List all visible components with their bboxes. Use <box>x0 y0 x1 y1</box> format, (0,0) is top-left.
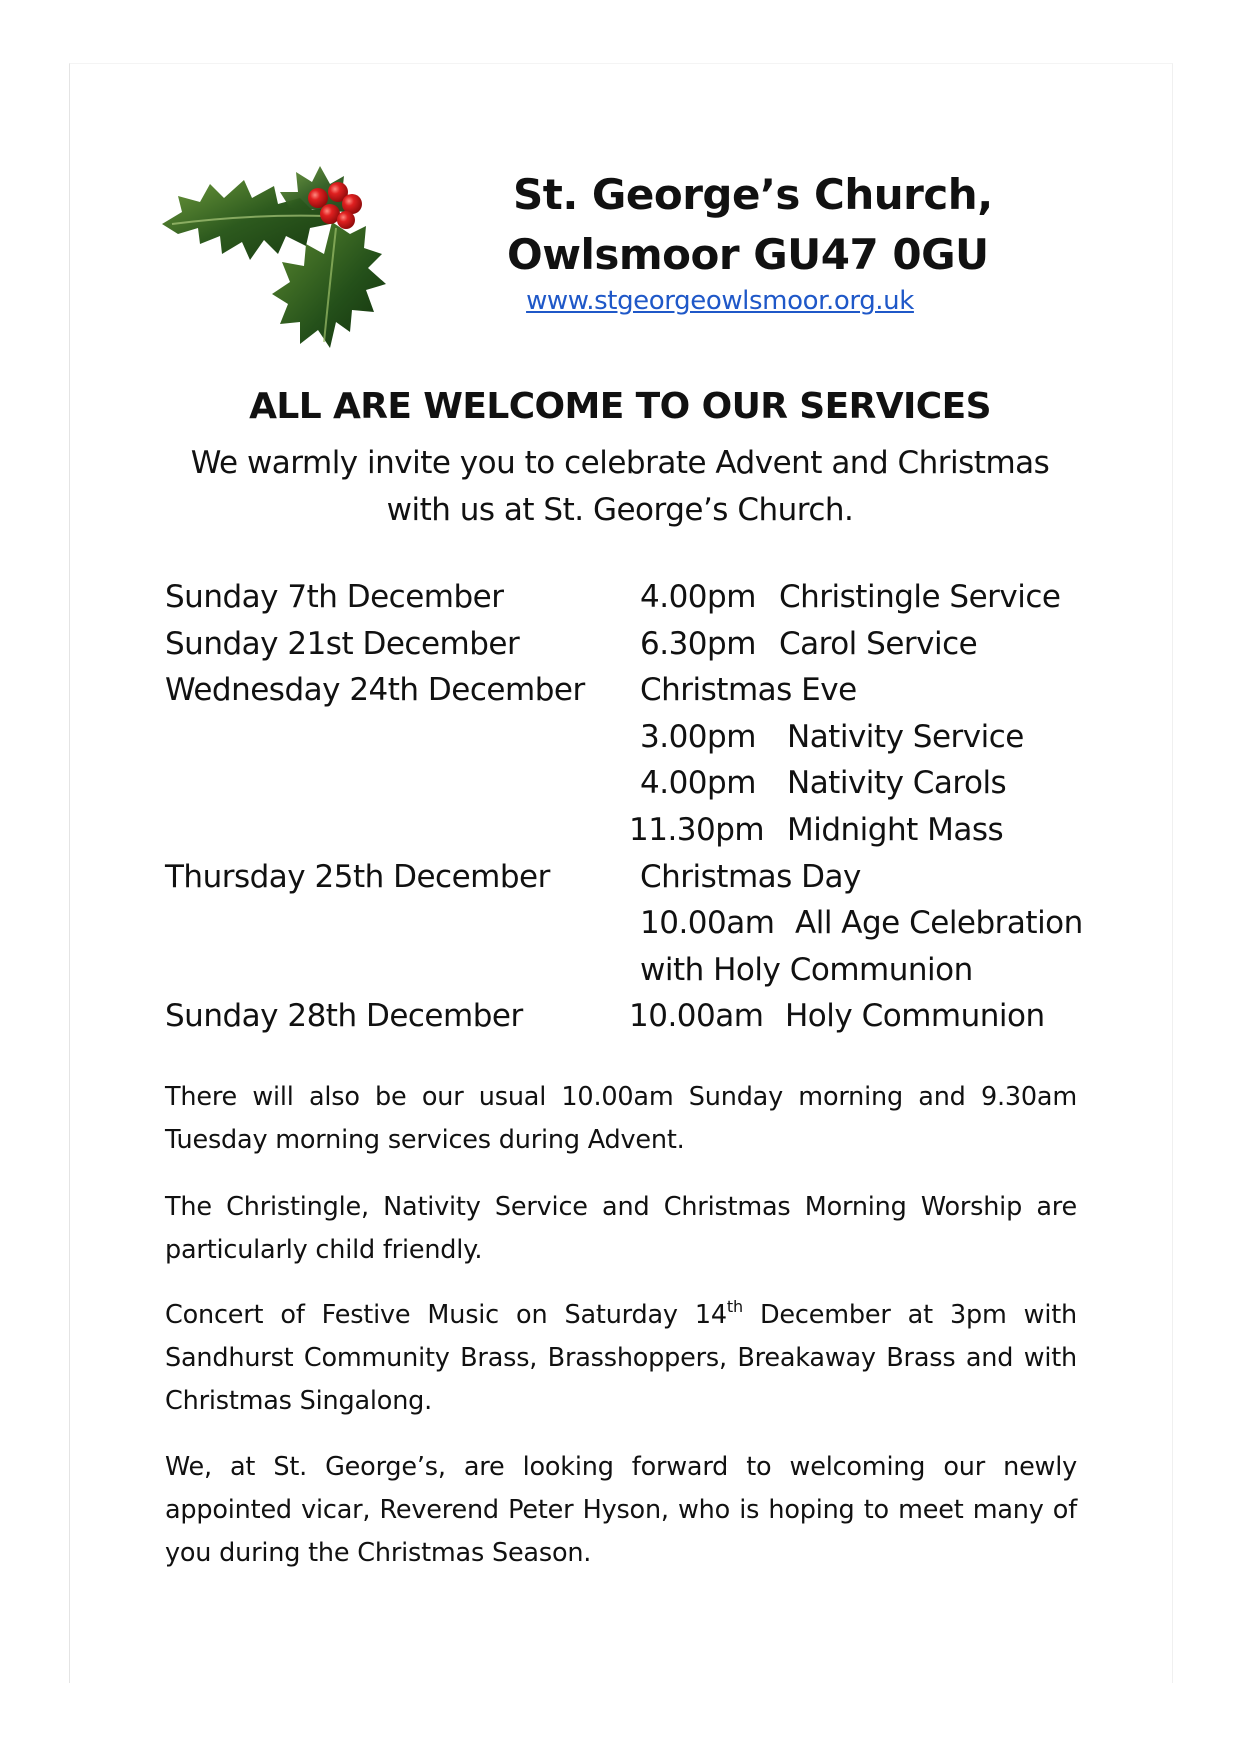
schedule-row <box>165 947 1085 994</box>
concert-paragraph <box>165 1294 1077 1423</box>
schedule-event: Nativity Service <box>787 718 1024 755</box>
schedule-row <box>165 714 1085 761</box>
schedule-event: Christmas Eve <box>640 672 857 709</box>
schedule-date: Wednesday 24th December <box>165 672 585 709</box>
schedule-event: Carol Service <box>779 625 978 662</box>
schedule-event: Christingle Service <box>779 579 1061 615</box>
schedule-date: Sunday 21st December <box>165 625 520 662</box>
invite-text <box>160 440 1080 534</box>
holly-icon <box>160 162 410 372</box>
concert-text-a: Concert of Festive Music on Saturday 14 <box>165 1300 727 1330</box>
schedule-event: Christmas Day <box>640 858 861 895</box>
schedule-row <box>165 993 1085 1040</box>
schedule-row <box>165 574 1085 621</box>
schedule-time: 10.00am <box>640 905 775 942</box>
church-name-line1: St. George’s Church, <box>513 170 993 219</box>
ordinal-suffix: th <box>726 1297 743 1316</box>
invite-line2: with us at St. George’s Church. <box>386 492 854 528</box>
child-friendly-paragraph: The Christingle, Nativity Service and Christmas Morning Worship are particularly child friendly. <box>165 1192 1077 1265</box>
schedule-date: Sunday 7th December <box>165 579 504 615</box>
schedule-time: 4.00pm <box>640 765 756 802</box>
schedule-time: 11.30pm <box>629 811 765 848</box>
schedule-event: Midnight Mass <box>787 811 1004 848</box>
usual-services-paragraph: There will also be our usual 10.00am Sunday morning and 9.30am Tuesday morning services during Advent. <box>165 1082 1077 1155</box>
schedule-time: 10.00am <box>629 998 764 1035</box>
service-schedule <box>165 574 1085 1040</box>
church-title <box>480 165 1040 285</box>
church-address-line2: Owlsmoor GU47 0GU <box>507 230 989 279</box>
schedule-row <box>165 807 1085 854</box>
schedule-event: Nativity Carols <box>787 765 1007 802</box>
schedule-row <box>165 621 1085 668</box>
schedule-row <box>165 854 1085 901</box>
schedule-date: Thursday 25th December <box>165 858 550 895</box>
vicar-paragraph: We, at St. George’s, are looking forward to welcoming our newly appointed vicar, Reverend Peter Hyson, who is hoping to meet many of you during the Christmas Season. <box>165 1452 1077 1568</box>
schedule-time: 6.30pm <box>640 625 756 662</box>
schedule-row <box>165 900 1085 947</box>
concert-text-b: December at 3pm with Sandhurst Community Brass, Brasshoppers, Breakaway Brass and with Christmas Singalong. <box>165 1300 1077 1416</box>
schedule-time: 3.00pm <box>640 718 756 755</box>
schedule-row <box>165 667 1085 714</box>
schedule-event: All Age Celebration <box>795 905 1083 942</box>
schedule-event: Holy Communion <box>785 998 1045 1035</box>
invite-line1: We warmly invite you to celebrate Advent and Christmas <box>190 445 1050 481</box>
schedule-time: 4.00pm <box>640 579 756 615</box>
schedule-event: with Holy Communion <box>640 951 973 988</box>
schedule-date: Sunday 28th December <box>165 998 523 1035</box>
welcome-heading: ALL ARE WELCOME TO OUR SERVICES <box>249 386 991 427</box>
schedule-row <box>165 760 1085 807</box>
website-link[interactable]: www.stgeorgeowlsmoor.org.uk <box>526 286 914 316</box>
